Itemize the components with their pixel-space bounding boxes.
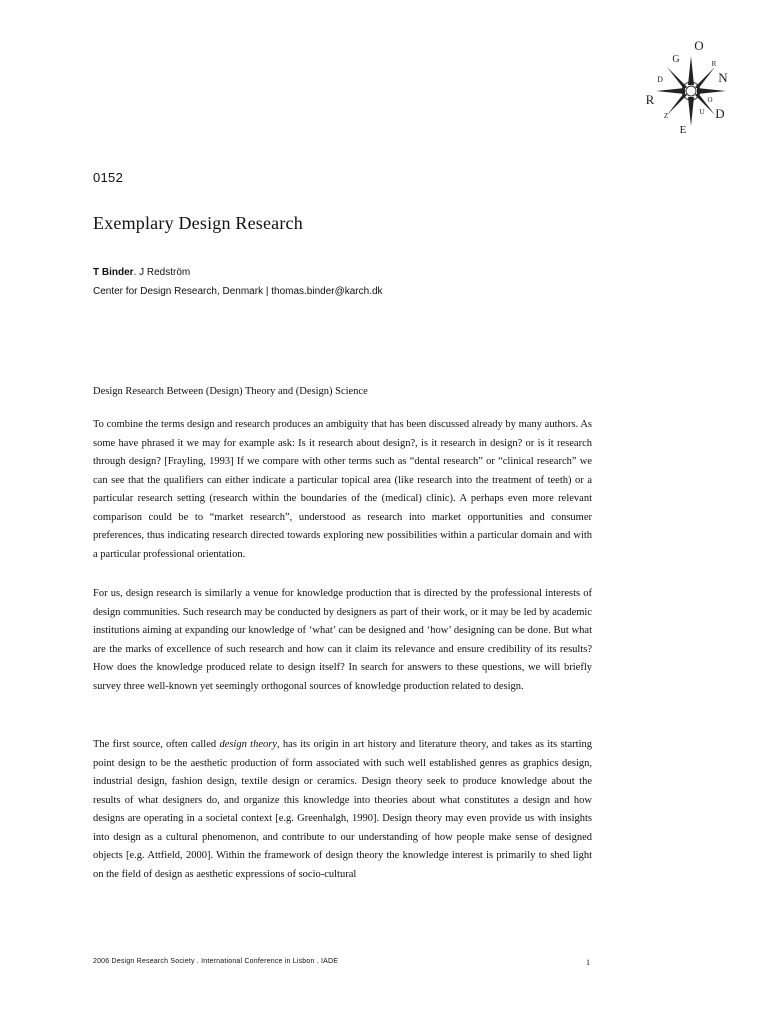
affiliation: Center for Design Research, Denmark | thomas.binder@karch.dk	[93, 286, 383, 297]
section-heading: Design Research Between (Design) Theory and (Design) Science	[93, 386, 368, 397]
svg-text:U: U	[699, 108, 705, 116]
svg-text:R: R	[645, 92, 655, 107]
footer-text: 2006 Design Research Society . International Conference in Lisbon . IADE	[93, 958, 339, 965]
svg-text:D: D	[657, 75, 663, 84]
paragraph-2: For us, design research is similarly a venue for knowledge production that is directed by the professional interests of design communities. Such research may be conducted by designers as part of their work, or it may be led by academic institutions aiming at expanding our knowledge of ‘what’ can be designed and ‘how’ designing can be done. But what are the marks of excellence of such research and how can it claim its relevance and ensure credibility of its results? How does the knowledge produced relate to design itself? In search for answers to these questions, we will briefly survey three well-known yet seemingly orthogonal sources of knowledge production related to design.	[93, 588, 592, 692]
design-theory-term: design theory	[219, 739, 277, 750]
paragraph-3	[93, 736, 592, 884]
paragraph-3-rest: , has its origin in art history and literature theory, and takes as its starting point design to be the aesthetic production of form associated with such well established genres as graphics design, industrial design, fashion design, textile design or ceramics. Design theory seek to produce knowledge about the results of what designers do, and organize this knowledge into theories about what constitutes a design and how designs are operating in a societal context [e.g. Greenhalgh, 1990]. Design theory may even provide us with insights into design as a cultural phenomenon, and contribute to our understanding of how people make sense of designed objects [e.g. Attfield, 2000]. Within the framework of design theory the knowledge interest is primarily to shed light on the field of design as aesthetic expressions of socio-cultural	[93, 739, 592, 880]
svg-text:O: O	[694, 38, 704, 53]
page-number: 1	[586, 958, 590, 967]
author-rest: . J Redström	[133, 267, 191, 278]
svg-text:E: E	[679, 124, 687, 136]
svg-text:Z: Z	[663, 112, 669, 120]
svg-text:O: O	[707, 96, 713, 104]
paper-id: 0152	[93, 170, 124, 185]
wonderground-logo	[636, 38, 746, 148]
author-lead: T Binder	[93, 267, 134, 278]
svg-text:G: G	[672, 54, 680, 65]
authors	[93, 267, 190, 278]
svg-text:R: R	[711, 60, 717, 68]
svg-text:D: D	[715, 106, 725, 121]
paragraph-3-start: The first source, often called	[93, 739, 220, 750]
paper-title: Exemplary Design Research	[93, 213, 303, 233]
paragraph-1: To combine the terms design and research produces an ambiguity that has been discussed already by many authors. As some have phrased it we may for example ask: Is it research about design?, is it research in design? or is it research through design? [Frayling, 1993] If we compare with other terms such as “dental research” or “clinical research” we can see that the qualifiers can either indicate a particular topical area (like research into the treatment of teeth) or a particular research setting (research within the boundaries of the (medical) clinic). A perhaps even more relevant comparison could be to “market research”, understood as research into market opportunities and consumer preferences, thus indicating research directed towards exploring new possibilities within a particular domain and with a particular professional orientation.	[93, 419, 592, 560]
svg-text:N: N	[718, 70, 728, 85]
